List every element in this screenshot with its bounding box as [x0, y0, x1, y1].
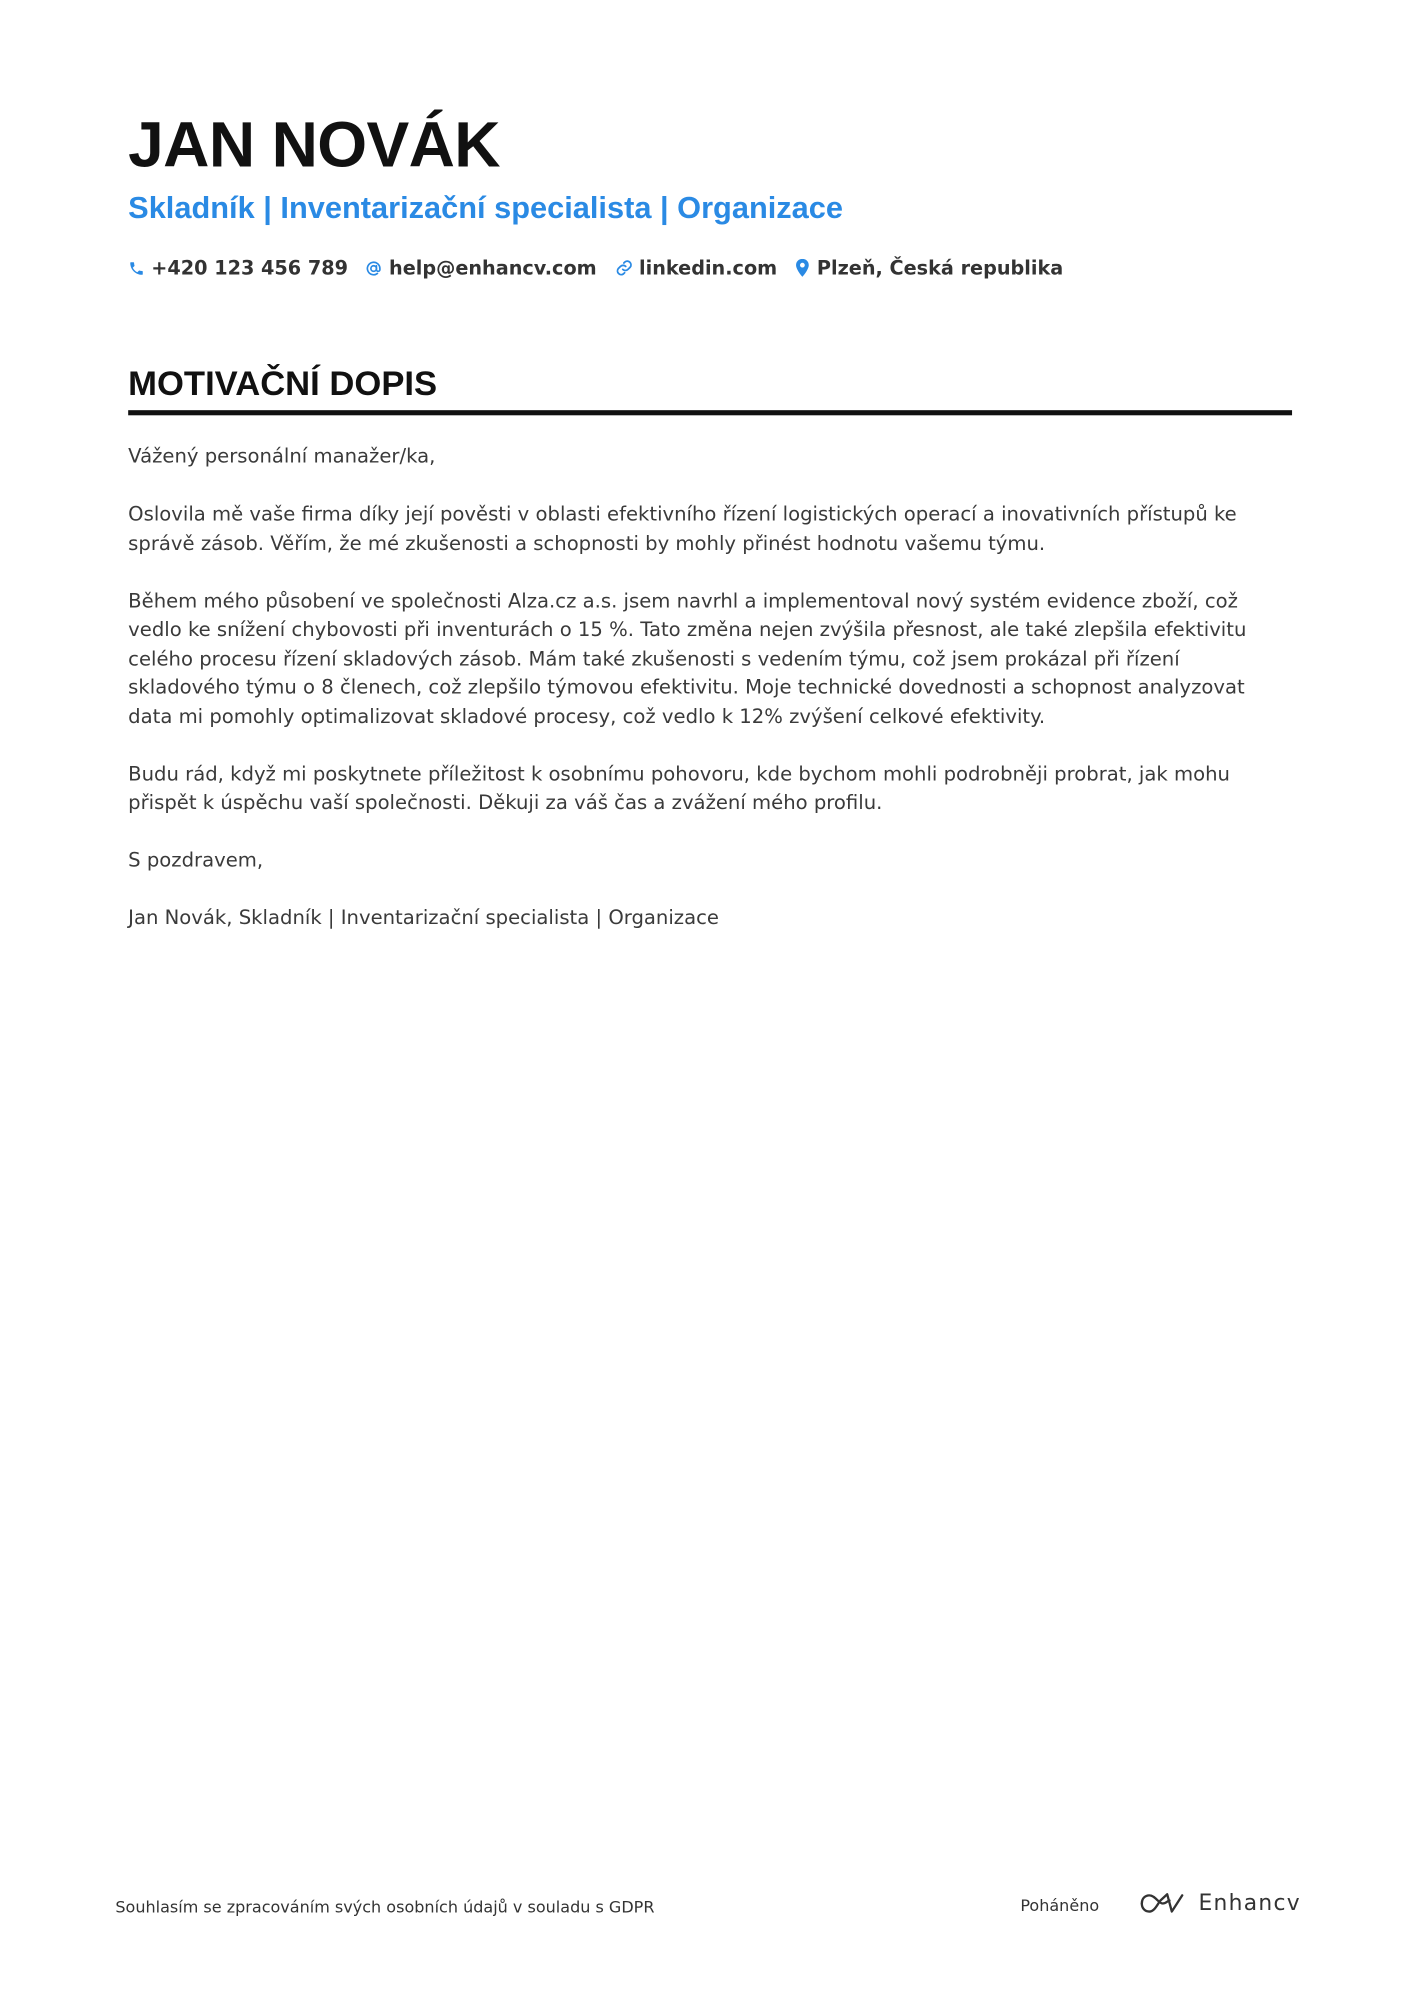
candidate-name: JAN NOVÁK — [128, 108, 500, 181]
contact-bar — [128, 254, 1063, 282]
phone-text: +420 123 456 789 — [151, 256, 348, 280]
letter-signature: Jan Novák, Skladník | Inventarizační specialista | Organizace — [128, 906, 719, 930]
contact-email[interactable] — [366, 256, 597, 279]
letter-body — [128, 442, 1294, 961]
enhancv-brand-text: Enhancv — [1198, 1890, 1301, 1917]
contact-location — [795, 256, 1063, 279]
powered-by-label: Poháněno — [1020, 1895, 1100, 1916]
letter-paragraph-2: Během mého působení ve společnosti Alza.cz a.s. jsem navrhl a implementoval nový systém evidence zboží, což vedlo ke snížení chybovosti při inventurách o 15 %. Tato změna nejen zvýšila přesnost, ale také zlepšila efektivitu celého procesu řízení skladových zásob. Mám také zkušenosti s vedením týmu, což jsem prokázal při řízení skladového týmu o 8 členech, což zlepšilo týmovou efektivitu. Moje technické dovednosti a schopnost analyzovat data mi pomohly optimalizovat skladové procesy, což vedlo k 12% zvýšení celkové efektivity. — [128, 588, 1247, 728]
letter-closing: S pozdravem, — [128, 848, 264, 872]
enhancv-logo-icon — [1140, 1892, 1186, 1915]
contact-linkedin[interactable] — [615, 256, 778, 279]
letter-greeting: Vážený personální manažer/ka, — [128, 444, 436, 468]
section-divider — [128, 410, 1292, 415]
contact-phone[interactable] — [128, 256, 348, 279]
section-title: MOTIVAČNÍ DOPIS — [128, 364, 438, 403]
letter-paragraph-1: Oslovila mě vaše firma díky její pověsti v oblasti efektivního řízení logistických operací a inovativních přístupů ke správě zásob. Věřím, že mé zkušenosti a schopnosti by mohly přinést hodnotu vašemu týmu. — [128, 502, 1237, 555]
at-icon — [366, 260, 383, 277]
gdpr-consent-text: Souhlasím se zpracováním svých osobních údajů v souladu s GDPR — [115, 1897, 655, 1917]
email-text: help@enhancv.com — [389, 256, 597, 280]
location-text: Plzeň, Česká republika — [816, 256, 1064, 280]
location-pin-icon — [795, 259, 810, 277]
link-icon — [615, 259, 633, 277]
phone-icon — [128, 260, 145, 277]
linkedin-text: linkedin.com — [639, 256, 778, 280]
enhancv-brand[interactable] — [1140, 1891, 1301, 1917]
letter-paragraph-3: Budu rád, když mi poskytnete příležitost k osobnímu pohovoru, kde bychom mohli podrobněji probrat, jak mohu přispět k úspěchu vaší společnosti. Děkuji za váš čas a zvážení mého profilu. — [128, 762, 1230, 814]
candidate-title: Skladník | Inventarizační specialista | Organizace — [128, 190, 844, 226]
